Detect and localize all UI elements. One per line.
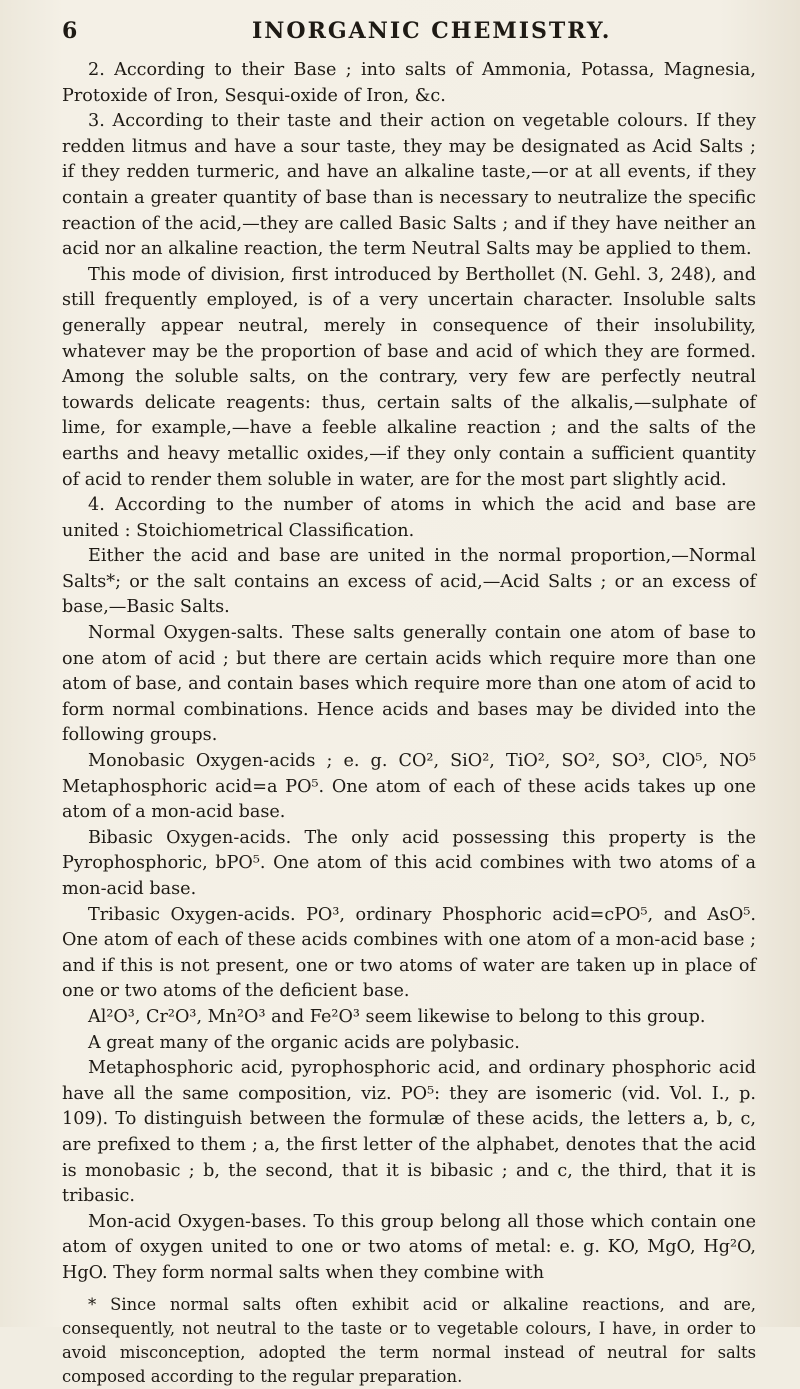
paragraph: A great many of the organic acids are polybasic. [88,1032,520,1053]
paragraph: Normal Oxygen-salts. These salts generally contain one atom of base to one atom of acid ; but there are certain acids which require more than one atom of base, and contain bases which require more than one atom of acid to form normal combinations. Hence acids and bases may be divided into the following groups. [62,623,756,746]
page-number: 6 [62,18,79,44]
paragraph: Monobasic Oxygen-acids ; e. g. CO², SiO², TiO², SO², SO³, ClO⁵, NO⁵ Metaphosphoric acid=a PO⁵. One atom of each of these acids takes up one atom of a mon-acid base. [62,751,756,823]
page-header [62,18,756,52]
running-title: INORGANIC CHEMISTRY. [252,18,612,44]
paragraph: Tribasic Oxygen-acids. PO³, ordinary Phosphoric acid=cPO⁵, and AsO⁵. One atom of each of these acids combines with one atom of a mon-acid base ; and if this is not present, one or two atoms of water are taken up in place of one or two atoms of the deficient base. [62,904,756,1002]
body-text [62,58,756,1287]
footnote: * Since normal salts often exhibit acid or alkaline reactions, and are, consequently, not neutral to the taste or to vegetable colours, I have, in order to avoid misconception, adopted the term normal instead of neutral for salts composed according to the regular preparation. [62,1294,756,1386]
paragraph: Bibasic Oxygen-acids. The only acid possessing this property is the Pyrophosphoric, bPO⁵. One atom of this acid combines with two atoms of a mon-acid base. [62,827,756,899]
paragraph: 3. According to their taste and their action on vegetable colours. If they redden litmus and have a sour taste, they may be designated as Acid Salts ; if they redden turmeric, and have an alkaline taste,—or at all events, if they contain a greater quantity of base than is necessary to neutralize the specific reaction of the acid,—they are called Basic Salts ; and if they have neither an acid nor an alkaline reaction, the term Neutral Salts may be applied to them. [62,111,756,260]
paragraph: 4. According to the number of atoms in which the acid and base are united : Stoichiometrical Classification. [62,495,756,541]
paragraph: Mon-acid Oxygen-bases. To this group belong all those which contain one atom of oxygen united to one or two atoms of metal: e. g. KO, MgO, Hg²O, HgO. They form normal salts when they combine with [62,1211,756,1283]
paragraph: Al²O³, Cr²O³, Mn²O³ and Fe²O³ seem likewise to belong to this group. [88,1006,706,1027]
paragraph: Metaphosphoric acid, pyrophosphoric acid, and ordinary phosphoric acid have all the same composition, viz. PO⁵: they are isomeric (vid. Vol. I., p. 109). To distinguish between the formulæ of these acids, the letters a, b, c, are prefixed to them ; a, the first letter of the alphabet, denotes that the acid is monobasic ; b, the second, that it is bibasic ; and c, the third, that it is tribasic. [62,1058,756,1207]
paragraph: Either the acid and base are united in the normal proportion,—Normal Salts*; or the salt contains an excess of acid,—Acid Salts ; or an excess of base,—Basic Salts. [62,546,756,618]
paragraph: This mode of division, first introduced by Berthollet (N. Gehl. 3, 248), and still frequently employed, is of a very uncertain character. Insoluble salts generally appear neutral, merely in consequence of their insolubility, whatever may be the proportion of base and acid of which they are formed. Among the soluble salts, on the contrary, very few are perfectly neutral towards delicate reagents: thus, certain salts of the alkalis,—sulphate of lime, for example,—have a feeble alkaline reaction ; and the salts of the earths and heavy metallic oxides,—if they only contain a sufficient quantity of acid to render them soluble in water, are for the most part slightly acid. [62,264,756,490]
paragraph: 2. According to their Base ; into salts of Ammonia, Potassa, Magnesia, Protoxide of Iron, Sesqui-oxide of Iron, &c. [62,60,756,106]
